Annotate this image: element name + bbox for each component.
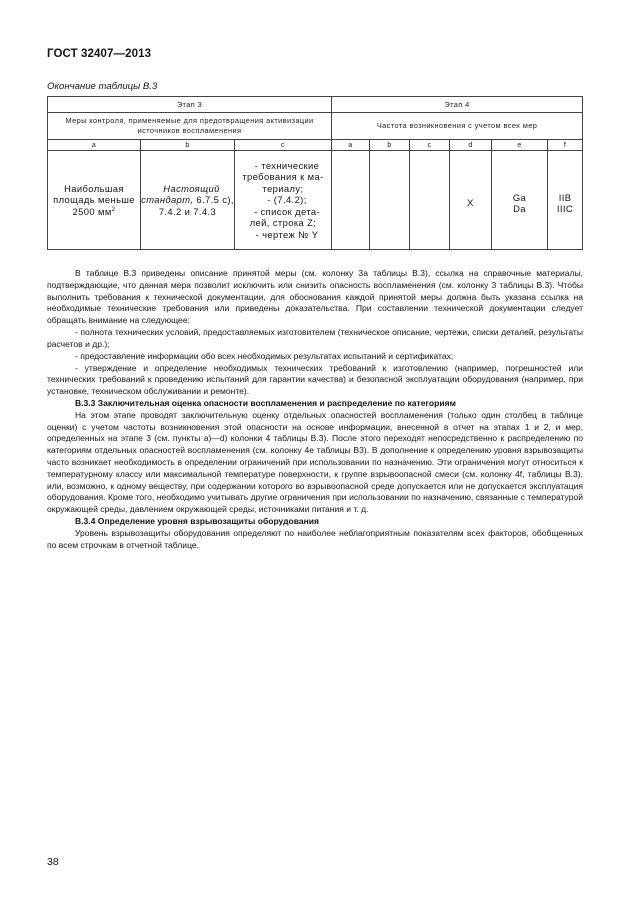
table-row: [48, 151, 583, 250]
col-letter: d: [450, 140, 492, 151]
col-letter: f: [548, 140, 583, 151]
stage3-title: Этап 3: [48, 97, 332, 113]
col-letter: c: [235, 140, 332, 151]
paragraph: Уровень взрывозащиты оборудования определяют по наиболее неблагоприятным показателям всех факторов, обобщенных по всем строчкам в отчетной таблице.: [47, 527, 583, 550]
stage4-subtitle: Частота возникновения с учетом всех мер: [332, 113, 583, 140]
table-header-row-letters: [48, 140, 583, 151]
cell-area: Наибольшая площадь меньше 2500 $мм^2$: [48, 151, 141, 250]
list-item: - полнота технических условий, предоставляемых изготовителем (техническое описание, чертежи, списки деталей, результаты расчетов и др.);: [47, 327, 583, 349]
stage3-subtitle: Меры контроля, применяемые для предотвращения активизации источников воспламенения: [48, 113, 332, 140]
cell-empty: [370, 151, 410, 250]
cell-empty: [410, 151, 450, 250]
cell-protection-level: Ga Da: [492, 151, 548, 250]
assessment-table: [47, 96, 583, 250]
page-number: 38: [47, 856, 59, 868]
section-heading: В.3.4 Определение уровня взрывозащиты оборудования: [75, 516, 320, 527]
table-header-row-stages: [48, 97, 583, 113]
table-header-row-subtitles: [48, 113, 583, 140]
document-header: ГОСТ 32407—2013: [47, 48, 152, 60]
col-letter: a: [332, 140, 370, 151]
paragraph: На этом этапе проводят заключительную оценку отдельных опасностей воспламенения (только один столбец в таблице оценки) с учетом частоты возникновения этой опасности на основе информации, внесенной в отчет на этапах 1 и 2, и мер, определенных на этапе 3 (см. пункты а)—d) колонки 4 таблицы В.3). После этого переходят непосредственно к распределению по категориям отдельных опасностей воспламенения (см. колонку 4е таблицы В3). В дополнение к определению уровня взрывозащиты часто возникает необходимость в определении ограничений при использовании по назначению. Эти ограничения могут относиться к температурному классу или максимальной температуре поверхности, к группе взрывоопасной смеси (см. колонку 4f, таблицы В.3), или, возможно, к одному веществу, при содержании которого во взрывоопасной среде допускается или не допускается эксплуатация оборудования. Кроме того, необходимо учитывать другие ограничения при использовании по назначению, связанные с температурой окружающей среды, давлением окружающей среды, источниками питания и т. д.: [47, 409, 583, 515]
col-letter: a: [48, 140, 141, 151]
col-letter: c: [410, 140, 450, 151]
body-text: [47, 268, 583, 552]
list-item: - утверждение и определение необходимых технических требований к изготовлению (например, погрешностей или технических требований к проведению испытаний для гарантии качества) и безопасной эксплуатации оборудования (например, при установке, техническом обслуживании и ремонте).: [47, 362, 583, 397]
col-letter: b: [370, 140, 410, 151]
stage4-title: Этап 4: [332, 97, 583, 113]
paragraph: В таблице В.3 приведены описание принятой меры (см. колонку 3а таблицы В.3), ссылка на справочные материалы, подтверждающие, что данная мера позволит исключить или снизить опасность воспламенения (см. колонку 3 таблицы В.3). Чтобы выполнить требования к технической документации, для обоснования каждой принятой меры должна быть указана ссылка на необходимые технические требования или приведены доказательства. При составлении технической документации следует обращать внимание на следующее:: [47, 268, 583, 326]
col-letter: b: [141, 140, 235, 151]
cell-requirements: - технические требования к ма- териалу; - (7.4.2); - список дета- лей, строка Z; - чертеж № Y: [235, 151, 332, 250]
cell-reference: Настоящий стандарт, 6.7.5 с), 7.4.2 и 7.4.3: [141, 151, 235, 250]
table-caption: Окончание таблицы В.3: [47, 81, 158, 92]
cell-frequency-d: X: [450, 151, 492, 250]
list-item: - предоставление информации обо всех необходимых результатах испытаний и сертификатах;: [75, 350, 454, 361]
cell-empty: [332, 151, 370, 250]
col-letter: e: [492, 140, 548, 151]
cell-group: IIB IIIC: [548, 151, 583, 250]
section-heading: В.3.3 Заключительная оценка опасности воспламенения и распределение по категориям: [75, 397, 456, 408]
